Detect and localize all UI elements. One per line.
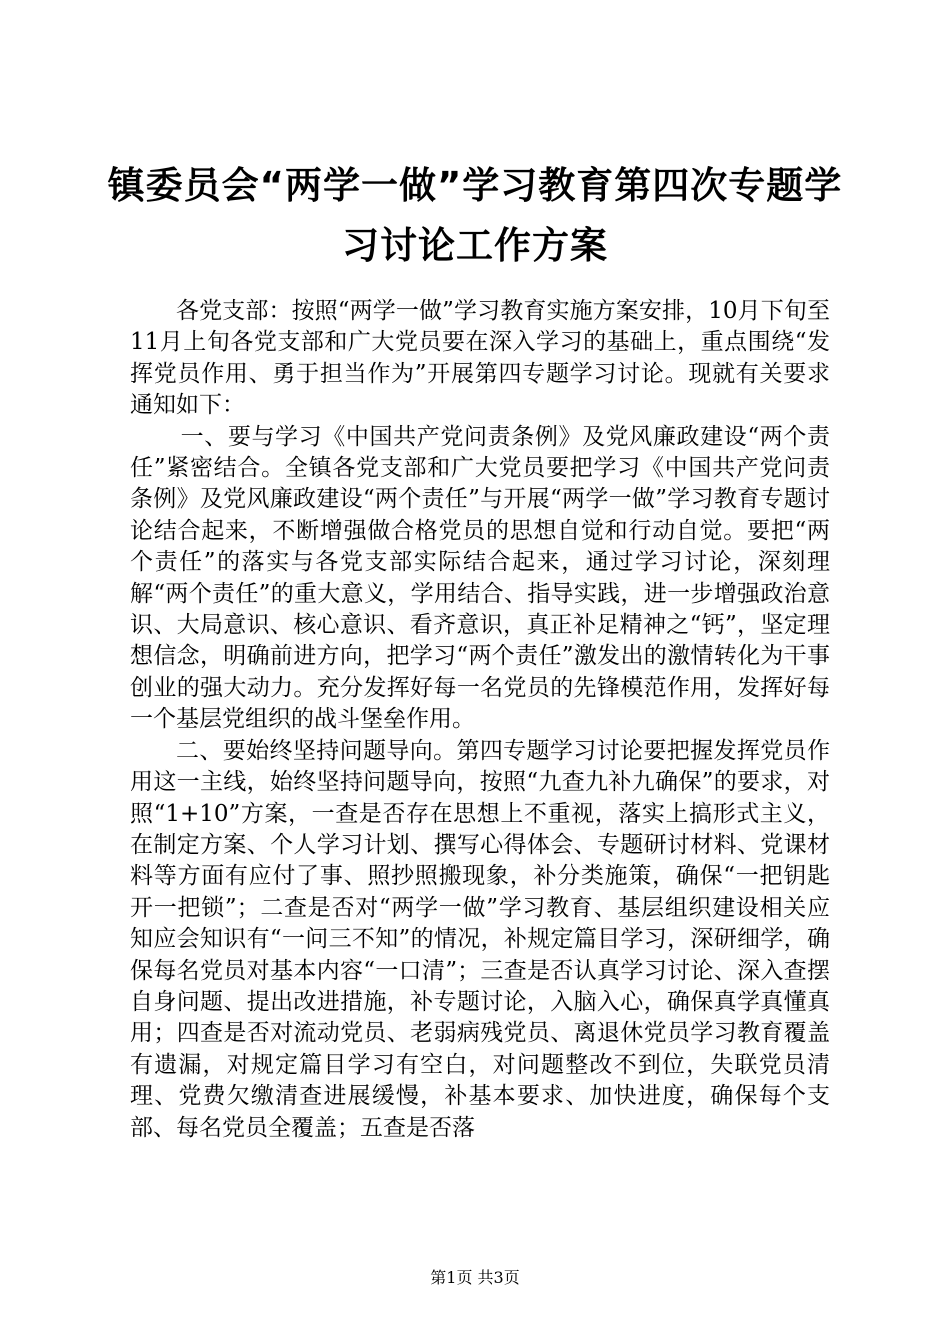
page-footer: 第1页 共3页 — [430, 1268, 520, 1287]
title-line-2: 习讨论工作方案 — [342, 224, 608, 267]
title-line-1: 镇委员会“两学一做”学习教育第四次专题学 — [107, 164, 843, 207]
document-body — [130, 296, 830, 1144]
paragraph-section-2: 二、要始终坚持问题导向。第四专题学习讨论要把握发挥党员作用这一主线，始终坚持问题导向，按照“九查九补九确保”的要求，对照“1+10”方案，一查是否存在思想上不重视，落实上搞形式主义，在制定方案、个人学习计划、撰写心得体会、专题研讨材料、党课材料等方面有应付了事、照抄照搬现象，补分类施策，确保“一把钥匙开一把锁”；二查是否对“两学一做”学习教育、基层组织建设相关应知应会知识有“一问三不知”的情况，补规定篇目学习，深研细学，确保每名党员对基本内容“一口清”；三查是否认真学习讨论、深入查摆自身问题、提出改进措施，补专题讨论，入脑入心，确保真学真懂真用；四查是否对流动党员、老弱病残党员、离退休党员学习教育覆盖有遗漏，对规定篇目学习有空白，对问题整改不到位，失联党员清理、党费欠缴清查进展缓慢，补基本要求、加快进度，确保每个支部、每名党员全覆盖；五查是否落 — [130, 737, 830, 1141]
paragraph-intro: 各党支部：按照“两学一做”学习教育实施方案安排，10月下旬至11月上旬各党支部和广大党员要在深入学习的基础上，重点围绕“发挥党员作用、勇于担当作为”开展第四专题学习讨论。现就有关要求通知如下： — [130, 298, 830, 419]
document-title — [100, 156, 850, 276]
paragraph-section-1: 一、要与学习《中国共产党问责条例》及党风廉政建设“两个责任”紧密结合。全镇各党支部和广大党员要把学习《中国共产党问责条例》及党风廉政建设“两个责任”与开展“两学一做”学习教育专题讨论结合起来，不断增强做合格党员的思想自觉和行动自觉。要把“两个责任”的落实与各党支部实际结合起来，通过学习讨论，深刻理解“两个责任”的重大意义，学用结合、指导实践，进一步增强政治意识、大局意识、核心意识、看齐意识，真正补足精神之“钙”，坚定理想信念，明确前进方向，把学习“两个责任”激发出的激情转化为干事创业的强大动力。充分发挥好每一名党员的先锋模范作用，发挥好每一个基层党组织的战斗堡垒作用。 — [130, 423, 830, 733]
